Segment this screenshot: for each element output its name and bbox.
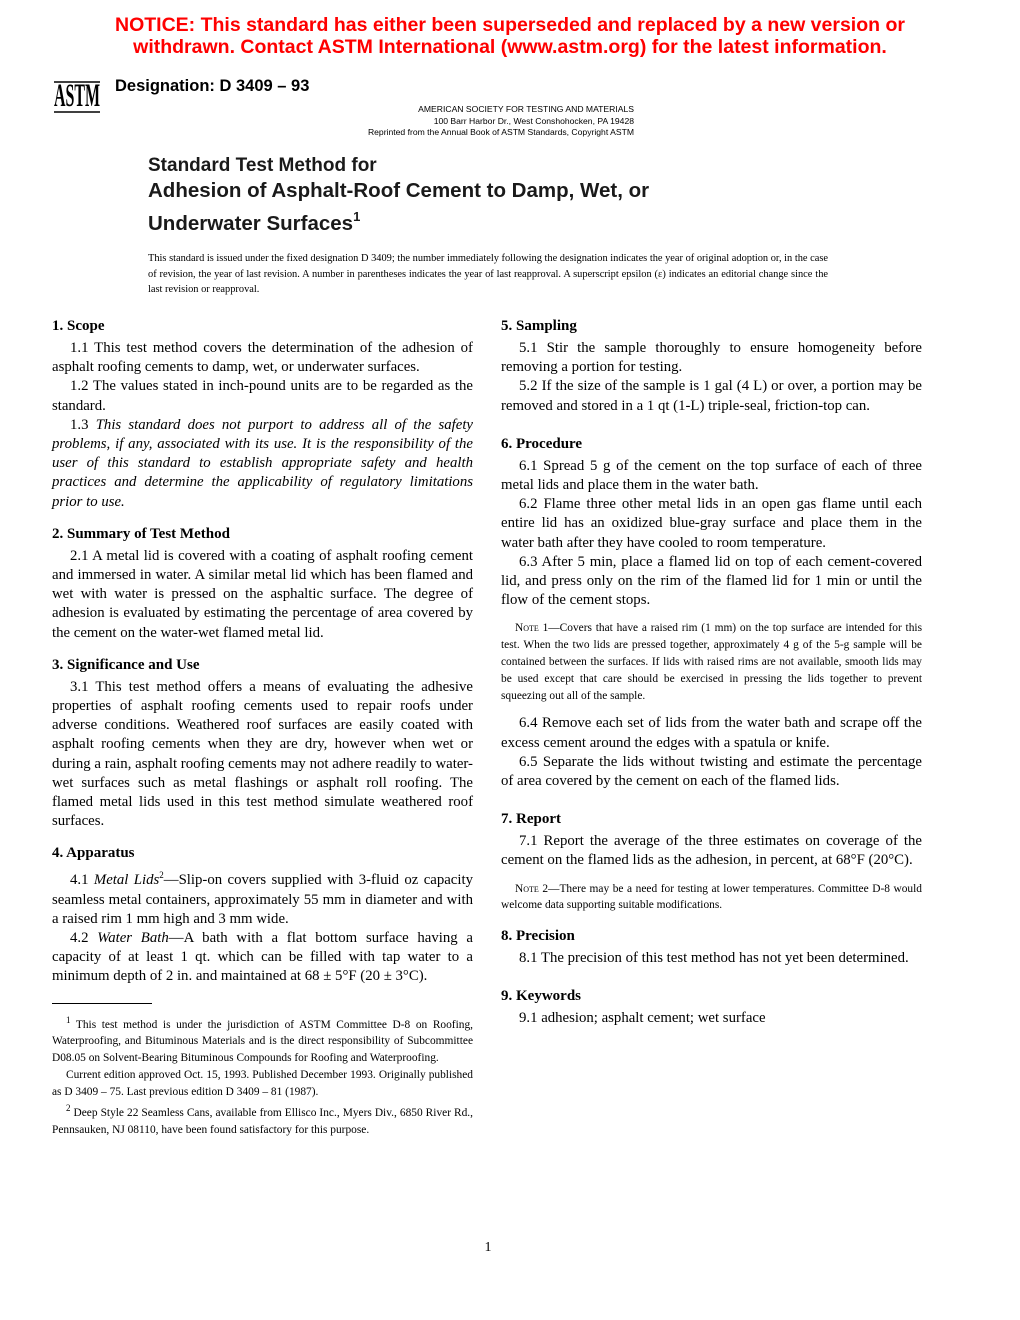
- left-column: [52, 316, 473, 1139]
- keywords-heading: 9. Keywords: [501, 988, 581, 1005]
- apparatus-4-1-text: —Slip-on covers supplied with 3-fluid oz capacity seamless metal containers, approximately 55 mm in diameter and with a raised rim 1 mm high and 3 mm wide.: [52, 872, 473, 927]
- footnote-divider: [52, 1003, 152, 1004]
- precision-heading: 8. Precision: [501, 928, 575, 945]
- procedure-heading: 6. Procedure: [501, 435, 583, 452]
- notice-line-1: NOTICE: This standard has either been superseded and replaced by a new version or: [115, 14, 905, 36]
- footnote-2: [52, 1100, 473, 1138]
- note-1-text: —Covers that have a raised rim (1 mm) on the top surface are intended for this test. When the two lids are pressed together, approximately 4 g of the 5-g sample will be contained between the surfaces. If lids with raised rims are not available, smooth lids may be used except that care should be exercised in pressing the lids together to prevent squeezing out all of the sample.: [501, 622, 922, 702]
- scope-1-3-number: 1.3: [70, 416, 96, 433]
- report-heading: 7. Report: [501, 811, 561, 828]
- apparatus-heading: 4. Apparatus: [52, 845, 135, 862]
- note-1-label: Note 1: [515, 622, 549, 635]
- footnote-2-mark: 2: [66, 1103, 71, 1114]
- scope-heading: 1. Scope: [52, 318, 105, 334]
- scope-1-3-text: This standard does not purport to address all of the safety problems, if any, associated with its use. It is the responsibility of the user of this standard to establish appropriate safety and health practices and determine the applicability of regulatory limitations prior to use.: [52, 416, 473, 510]
- note-1: [501, 620, 922, 704]
- title-line-3-text: Underwater Surfaces: [148, 212, 354, 235]
- right-column: [501, 316, 922, 1029]
- significance-3-1: 3.1 This test method offers a means of evaluating the adhesive properties of asphalt roofing cements used to repair roofs under adverse conditions. Weathered roof surfaces are easily coated with asphalt roofing cements when they are dry, however when wet or during a rain, asphalt roofing cements may not adhere readily to water-wet surfaces such as metal flashings or asphalt roll roofing. The flamed metal lids used in this test method simulate weathered roof surfaces.: [52, 678, 473, 830]
- apparatus-4-2-number: 4.2: [70, 930, 98, 946]
- astm-logo: [52, 76, 102, 116]
- procedure-6-4: 6.4 Remove each set of lids from the water bath and scrape off the excess cement around the edges with a spatula or knife.: [501, 715, 922, 751]
- procedure-6-2: 6.2 Flame three other metal lids in an open gas flame until each entire lid has an oxidized blue-gray surface and place them in the water bath after they have cooled to room temperature.: [501, 496, 922, 551]
- scope-1-3: [52, 416, 473, 512]
- footnote-1-mark: 1: [66, 1014, 71, 1025]
- preamble: This standard is issued under the fixed designation D 3409; the number immediately following the designation indicates the year of original adoption or, in the case of revision, the year of last revision. A number in parentheses indicates the year of last reapproval. A superscript epsilon (ε) indicates an editorial change since the last revision or reapproval.: [148, 253, 829, 296]
- apparatus-4-1: [52, 866, 473, 929]
- title-line-3: [148, 204, 868, 237]
- scope-1-1: 1.1 This test method covers the determination of the adhesion of asphalt roofing cements to damp, wet, or underwater surfaces.: [52, 340, 473, 376]
- page-number: 1: [484, 1240, 492, 1255]
- society-address: 100 Barr Harbor Dr., West Conshohocken, PA 19428: [433, 115, 634, 126]
- title-line-1: Standard Test Method for: [148, 155, 377, 176]
- apparatus-footnote-mark: 2: [159, 870, 164, 881]
- society-name: AMERICAN SOCIETY FOR TESTING AND MATERIALS: [418, 104, 634, 114]
- notice-line-2: withdrawn. Contact ASTM International (www.astm.org) for the latest information.: [133, 36, 887, 58]
- sampling-5-2: 5.2 If the size of the sample is 1 gal (4 L) or over, a portion may be removed and stored in a 1 qt (1-L) triple-seal, friction-top can.: [501, 378, 922, 414]
- document-title: [148, 154, 868, 237]
- sampling-heading: 5. Sampling: [501, 318, 577, 334]
- report-7-1: 7.1 Report the average of the three estimates on coverage of the cement on the flamed lids as the adhesion, in percent, at 68°F (20°C).: [501, 833, 922, 869]
- keywords-9-1: 9.1 adhesion; asphalt cement; wet surface: [519, 1010, 766, 1027]
- designation: Designation: D 3409 – 93: [115, 77, 310, 95]
- title-footnote-mark: 1: [353, 209, 361, 224]
- note-2: [501, 881, 922, 915]
- apparatus-4-1-term: Metal Lids: [93, 872, 160, 889]
- publisher-block: [368, 104, 634, 139]
- title-line-2: Adhesion of Asphalt-Roof Cement to Damp, Wet, or: [148, 179, 650, 202]
- procedure-6-3: 6.3 After 5 min, place a flamed lid on top of each cement-covered lid, and press only on the rim of the flamed lid for 1 min or until the flow of the cement stops.: [501, 553, 922, 609]
- reprint-line: Reprinted from the Annual Book of ASTM Standards, Copyright ASTM: [367, 127, 634, 137]
- precision-8-1: 8.1 The precision of this test method has not yet been determined.: [519, 950, 909, 967]
- sampling-5-1: 5.1 Stir the sample thoroughly to ensure homogeneity before removing a portion for testing.: [501, 340, 922, 376]
- summary-heading: 2. Summary of Test Method: [52, 525, 230, 542]
- apparatus-4-2-text: —A bath with a flat bottom surface having a capacity of at least 1 qt. which can be filled with tap water to a minimum depth of 2 in. and maintained at 68 ± 5°F (20 ± 3°C).: [52, 930, 473, 985]
- significance-heading: 3. Significance and Use: [52, 656, 200, 673]
- supersession-notice: [0, 14, 1020, 58]
- note-2-text: —There may be a need for testing at lower temperatures. Committee D-8 would welcome data supporting suitable modifications.: [501, 882, 922, 912]
- note-2-label: Note 2: [515, 882, 549, 895]
- footnote-1-edition: Current edition approved Oct. 15, 1993. Published December 1993. Originally published as D 3409 – 75. Last previous edition D 3409 – 81 (1987).: [52, 1068, 473, 1098]
- astm-logo-text: ASTM: [54, 78, 100, 114]
- summary-2-1: 2.1 A metal lid is covered with a coating of asphalt roofing cement and immersed in water. A similar metal lid which has been flamed and wet with water is pressed on the asphaltic surface. The degree of adhesion is evaluated by estimating the percentage of area covered by the cement on the water-wet flamed metal lid.: [52, 547, 473, 641]
- procedure-6-1: 6.1 Spread 5 g of the cement on the top surface of each of three metal lids and place them in the water bath.: [501, 457, 922, 494]
- scope-1-2: 1.2 The values stated in inch-pound units are to be regarded as the standard.: [52, 378, 473, 414]
- footnote-1: [52, 1012, 473, 1067]
- apparatus-4-2-term: Water Bath: [97, 930, 169, 946]
- footnote-2-text: Deep Style 22 Seamless Cans, available from Ellisco Inc., Myers Div., 6850 River Rd., Pennsauken, NJ 08110, have been found satisfactory for this purpose.: [52, 1107, 473, 1136]
- procedure-6-5: 6.5 Separate the lids without twisting and estimate the percentage of area covered by the cement on each of the flamed lids.: [501, 753, 922, 790]
- footnote-1-text: This test method is under the jurisdiction of ASTM Committee D-8 on Roofing, Waterproofing, and Bituminous Materials and is the direct responsibility of Subcommittee D08.05 on Solvent-Bearing Bituminous Compounds for Roofing and Waterproofing.: [52, 1018, 473, 1064]
- apparatus-4-2: [52, 929, 473, 987]
- apparatus-4-1-number: 4.1: [70, 872, 94, 889]
